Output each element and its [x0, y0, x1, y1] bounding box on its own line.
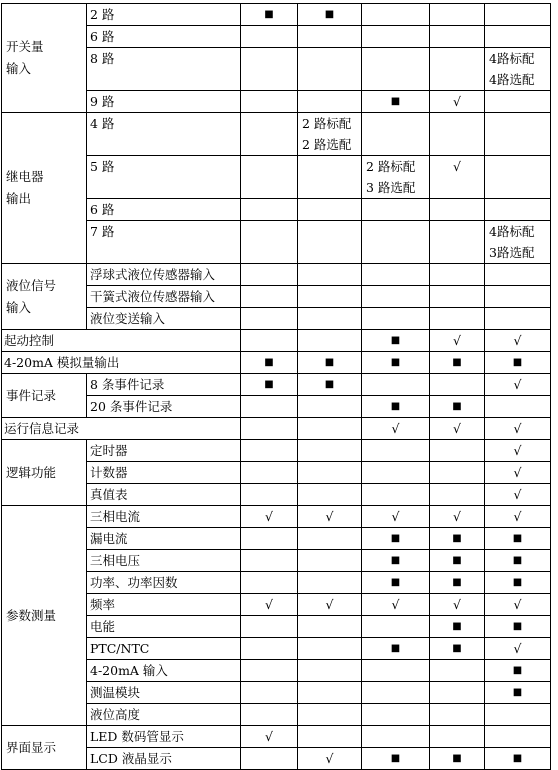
model-cell — [241, 726, 298, 748]
square-mark-icon: ■ — [452, 533, 462, 544]
model-cell — [430, 221, 485, 264]
feature-label: 漏电流 — [87, 528, 241, 550]
check-mark-icon: √ — [513, 333, 522, 348]
model-cell — [298, 91, 362, 113]
model-cell — [298, 113, 362, 156]
model-cell — [485, 616, 551, 638]
model-cell — [430, 330, 485, 352]
model-cell — [485, 48, 551, 91]
model-cell — [430, 528, 485, 550]
model-cell — [298, 594, 362, 616]
feature-table-container — [1, 3, 551, 770]
square-mark-icon: ■ — [452, 621, 462, 632]
model-cell — [241, 660, 298, 682]
check-mark-icon: √ — [391, 421, 400, 436]
table-row — [2, 506, 551, 528]
check-mark-icon: √ — [265, 509, 273, 524]
model-cell — [430, 550, 485, 572]
table-row — [2, 418, 551, 440]
model-cell — [298, 572, 362, 594]
model-cell — [362, 660, 430, 682]
model-cell — [241, 748, 298, 770]
check-mark-icon: √ — [265, 597, 273, 612]
feature-label: LCD 液晶显示 — [87, 748, 241, 770]
square-mark-icon: ■ — [512, 665, 523, 676]
model-cell — [485, 418, 551, 440]
model-cell — [241, 4, 298, 26]
square-mark-icon: ■ — [452, 357, 462, 368]
model-cell — [485, 572, 551, 594]
model-cell — [485, 396, 551, 418]
model-cell — [430, 748, 485, 770]
model-cell — [430, 638, 485, 660]
model-cell — [362, 528, 430, 550]
square-mark-icon: ■ — [452, 401, 462, 412]
check-mark-icon: √ — [325, 597, 334, 612]
table-row — [2, 440, 551, 462]
model-cell — [241, 352, 298, 374]
model-cell — [298, 221, 362, 264]
model-cell — [298, 440, 362, 462]
model-cell — [298, 264, 362, 286]
square-mark-icon: ■ — [452, 753, 462, 764]
square-mark-icon: ■ — [512, 753, 523, 764]
model-cell — [485, 594, 551, 616]
square-mark-icon: ■ — [264, 379, 274, 390]
model-cell — [241, 396, 298, 418]
cell-note: 4路选配 — [489, 72, 535, 87]
model-cell — [430, 440, 485, 462]
model-cell — [430, 48, 485, 91]
model-cell — [430, 572, 485, 594]
model-cell — [362, 113, 430, 156]
category-label-line: 液位信号 — [6, 277, 57, 293]
model-cell — [485, 113, 551, 156]
square-mark-icon: ■ — [390, 577, 401, 588]
model-cell — [298, 199, 362, 221]
feature-label: 液位高度 — [87, 704, 241, 726]
category-label — [2, 726, 87, 770]
model-cell — [362, 352, 430, 374]
model-cell — [485, 528, 551, 550]
category-label-line: 事件记录 — [6, 387, 57, 403]
model-cell — [362, 264, 430, 286]
model-cell — [241, 308, 298, 330]
model-cell — [362, 638, 430, 660]
model-cell — [298, 704, 362, 726]
category-label-line: 输入 — [6, 61, 32, 76]
model-cell — [362, 26, 430, 48]
feature-label: 计数器 — [87, 462, 241, 484]
square-mark-icon: ■ — [390, 753, 401, 764]
model-cell — [430, 308, 485, 330]
check-mark-icon: √ — [513, 443, 522, 458]
model-cell — [430, 374, 485, 396]
model-cell — [241, 682, 298, 704]
model-cell — [241, 462, 298, 484]
feature-label: 4-20mA 模拟量输出 — [2, 352, 241, 374]
model-cell — [485, 440, 551, 462]
category-label — [2, 506, 87, 726]
model-cell — [485, 462, 551, 484]
model-cell — [430, 704, 485, 726]
model-cell — [298, 726, 362, 748]
check-mark-icon: √ — [513, 465, 522, 480]
model-cell — [298, 308, 362, 330]
model-cell — [485, 330, 551, 352]
square-mark-icon: ■ — [264, 357, 274, 368]
model-cell — [485, 264, 551, 286]
model-cell — [362, 484, 430, 506]
model-cell — [430, 594, 485, 616]
model-cell — [298, 550, 362, 572]
category-label-line: 界面显示 — [6, 739, 57, 755]
model-cell — [298, 352, 362, 374]
model-cell — [362, 156, 430, 199]
model-cell — [241, 572, 298, 594]
model-cell — [485, 91, 551, 113]
model-cell — [298, 660, 362, 682]
square-mark-icon: ■ — [390, 335, 401, 346]
model-cell — [485, 506, 551, 528]
model-cell — [241, 594, 298, 616]
feature-label: 真值表 — [87, 484, 241, 506]
feature-label: 4-20mA 输入 — [87, 660, 241, 682]
feature-label: 定时器 — [87, 440, 241, 462]
category-label — [2, 113, 87, 264]
model-cell — [241, 91, 298, 113]
feature-comparison-table — [1, 3, 551, 770]
model-cell — [241, 638, 298, 660]
model-cell — [430, 352, 485, 374]
model-cell — [298, 26, 362, 48]
feature-label: 三相电压 — [87, 550, 241, 572]
model-cell — [362, 374, 430, 396]
model-cell — [485, 704, 551, 726]
feature-label: 液位变送输入 — [87, 308, 241, 330]
model-cell — [362, 91, 430, 113]
square-mark-icon: ■ — [452, 577, 462, 588]
table-row — [2, 330, 551, 352]
model-cell — [362, 199, 430, 221]
cell-note: 4路标配 — [489, 51, 535, 66]
square-mark-icon: ■ — [390, 401, 401, 412]
model-cell — [298, 484, 362, 506]
model-cell — [241, 506, 298, 528]
feature-label: 7 路 — [87, 221, 241, 264]
feature-label: 4 路 — [87, 113, 241, 156]
square-mark-icon: ■ — [512, 533, 523, 544]
square-mark-icon: ■ — [390, 643, 401, 654]
model-cell — [298, 330, 362, 352]
model-cell — [362, 572, 430, 594]
model-cell — [241, 26, 298, 48]
square-mark-icon: ■ — [324, 9, 335, 20]
table-body — [2, 4, 551, 770]
model-cell — [298, 396, 362, 418]
square-mark-icon: ■ — [452, 555, 462, 566]
model-cell — [298, 682, 362, 704]
model-cell — [485, 156, 551, 199]
check-mark-icon: √ — [325, 751, 334, 766]
model-cell — [430, 484, 485, 506]
feature-label: 8 条事件记录 — [87, 374, 241, 396]
model-cell — [485, 484, 551, 506]
model-cell — [241, 156, 298, 199]
model-cell — [485, 286, 551, 308]
category-label-line: 输出 — [6, 191, 32, 206]
feature-label: 6 路 — [87, 199, 241, 221]
square-mark-icon: ■ — [390, 533, 401, 544]
model-cell — [241, 528, 298, 550]
model-cell — [241, 418, 298, 440]
model-cell — [362, 4, 430, 26]
check-mark-icon: √ — [453, 333, 461, 348]
category-label-line: 继电器 — [6, 169, 44, 184]
model-cell — [485, 550, 551, 572]
cell-note: 2 路选配 — [302, 137, 352, 152]
model-cell — [362, 726, 430, 748]
model-cell — [298, 286, 362, 308]
model-cell — [485, 4, 551, 26]
table-row — [2, 113, 551, 156]
check-mark-icon: √ — [453, 421, 461, 436]
feature-label: 8 路 — [87, 48, 241, 91]
model-cell — [298, 462, 362, 484]
feature-label: 测温模块 — [87, 682, 241, 704]
model-cell — [298, 748, 362, 770]
check-mark-icon: √ — [453, 597, 461, 612]
table-row — [2, 352, 551, 374]
model-cell — [430, 286, 485, 308]
square-mark-icon: ■ — [512, 555, 523, 566]
cell-note: 4路标配 — [489, 224, 535, 239]
model-cell — [430, 26, 485, 48]
model-cell — [362, 506, 430, 528]
feature-label: 2 路 — [87, 4, 241, 26]
cell-note: 2 路标配 — [302, 116, 352, 131]
check-mark-icon: √ — [513, 641, 522, 656]
model-cell — [430, 660, 485, 682]
feature-label: 功率、功率因数 — [87, 572, 241, 594]
category-label-line: 逻辑功能 — [6, 464, 57, 480]
cell-note: 3路选配 — [489, 245, 535, 260]
feature-label: 起动控制 — [2, 330, 241, 352]
model-cell — [241, 264, 298, 286]
model-cell — [430, 4, 485, 26]
square-mark-icon: ■ — [264, 9, 274, 20]
model-cell — [362, 396, 430, 418]
model-cell — [362, 221, 430, 264]
model-cell — [430, 396, 485, 418]
cell-note: 2 路标配 — [366, 159, 416, 174]
model-cell — [485, 308, 551, 330]
feature-label: 5 路 — [87, 156, 241, 199]
square-mark-icon: ■ — [390, 357, 401, 368]
check-mark-icon: √ — [513, 597, 522, 612]
model-cell — [298, 638, 362, 660]
model-cell — [298, 156, 362, 199]
square-mark-icon: ■ — [390, 96, 401, 107]
check-mark-icon: √ — [513, 487, 522, 502]
model-cell — [241, 330, 298, 352]
model-cell — [485, 199, 551, 221]
model-cell — [362, 616, 430, 638]
model-cell — [362, 682, 430, 704]
square-mark-icon: ■ — [324, 379, 335, 390]
category-label — [2, 264, 87, 330]
model-cell — [241, 113, 298, 156]
model-cell — [485, 660, 551, 682]
feature-label: 9 路 — [87, 91, 241, 113]
model-cell — [298, 4, 362, 26]
check-mark-icon: √ — [453, 159, 461, 174]
model-cell — [430, 462, 485, 484]
feature-label: 干簧式液位传感器输入 — [87, 286, 241, 308]
model-cell — [430, 726, 485, 748]
model-cell — [430, 506, 485, 528]
category-label — [2, 4, 87, 113]
category-label — [2, 374, 87, 418]
check-mark-icon: √ — [453, 509, 461, 524]
model-cell — [430, 156, 485, 199]
model-cell — [241, 484, 298, 506]
model-cell — [362, 330, 430, 352]
feature-label: 三相电流 — [87, 506, 241, 528]
model-cell — [362, 308, 430, 330]
model-cell — [430, 616, 485, 638]
check-mark-icon: √ — [391, 597, 400, 612]
category-label-line: 开关量 — [6, 39, 44, 54]
check-mark-icon: √ — [391, 509, 400, 524]
model-cell — [485, 682, 551, 704]
model-cell — [241, 704, 298, 726]
square-mark-icon: ■ — [390, 555, 401, 566]
model-cell — [430, 199, 485, 221]
check-mark-icon: √ — [513, 377, 522, 392]
square-mark-icon: ■ — [324, 357, 335, 368]
feature-label: PTC/NTC — [87, 638, 241, 660]
feature-label: 浮球式液位传感器输入 — [87, 264, 241, 286]
table-row — [2, 4, 551, 26]
model-cell — [298, 48, 362, 91]
model-cell — [362, 48, 430, 91]
table-row — [2, 726, 551, 748]
cell-note: 3 路选配 — [366, 180, 416, 195]
square-mark-icon: ■ — [512, 577, 523, 588]
model-cell — [298, 418, 362, 440]
model-cell — [362, 704, 430, 726]
model-cell — [241, 550, 298, 572]
model-cell — [362, 440, 430, 462]
model-cell — [241, 286, 298, 308]
model-cell — [485, 748, 551, 770]
model-cell — [298, 374, 362, 396]
model-cell — [298, 528, 362, 550]
check-mark-icon: √ — [513, 421, 522, 436]
check-mark-icon: √ — [513, 509, 522, 524]
model-cell — [430, 682, 485, 704]
model-cell — [298, 616, 362, 638]
model-cell — [485, 352, 551, 374]
model-cell — [298, 506, 362, 528]
feature-label: 6 路 — [87, 26, 241, 48]
table-row — [2, 374, 551, 396]
square-mark-icon: ■ — [512, 357, 523, 368]
category-label-line: 参数测量 — [6, 607, 57, 623]
model-cell — [430, 91, 485, 113]
check-mark-icon: √ — [325, 509, 334, 524]
feature-label: 20 条事件记录 — [87, 396, 241, 418]
model-cell — [485, 638, 551, 660]
model-cell — [362, 286, 430, 308]
model-cell — [362, 594, 430, 616]
category-label-line: 输入 — [6, 299, 32, 315]
model-cell — [241, 374, 298, 396]
square-mark-icon: ■ — [512, 621, 523, 632]
category-label — [2, 440, 87, 506]
model-cell — [241, 616, 298, 638]
model-cell — [241, 199, 298, 221]
model-cell — [362, 418, 430, 440]
model-cell — [241, 440, 298, 462]
square-mark-icon: ■ — [512, 687, 523, 698]
model-cell — [485, 26, 551, 48]
model-cell — [362, 748, 430, 770]
feature-label: 运行信息记录 — [2, 418, 241, 440]
check-mark-icon: √ — [453, 94, 461, 109]
model-cell — [485, 374, 551, 396]
model-cell — [241, 221, 298, 264]
check-mark-icon: √ — [265, 729, 273, 744]
model-cell — [362, 462, 430, 484]
feature-label: 电能 — [87, 616, 241, 638]
model-cell — [430, 418, 485, 440]
model-cell — [485, 726, 551, 748]
feature-label: 频率 — [87, 594, 241, 616]
model-cell — [430, 264, 485, 286]
feature-label: LED 数码管显示 — [87, 726, 241, 748]
model-cell — [241, 48, 298, 91]
table-row — [2, 264, 551, 286]
square-mark-icon: ■ — [452, 643, 462, 654]
model-cell — [485, 221, 551, 264]
model-cell — [430, 113, 485, 156]
model-cell — [362, 550, 430, 572]
